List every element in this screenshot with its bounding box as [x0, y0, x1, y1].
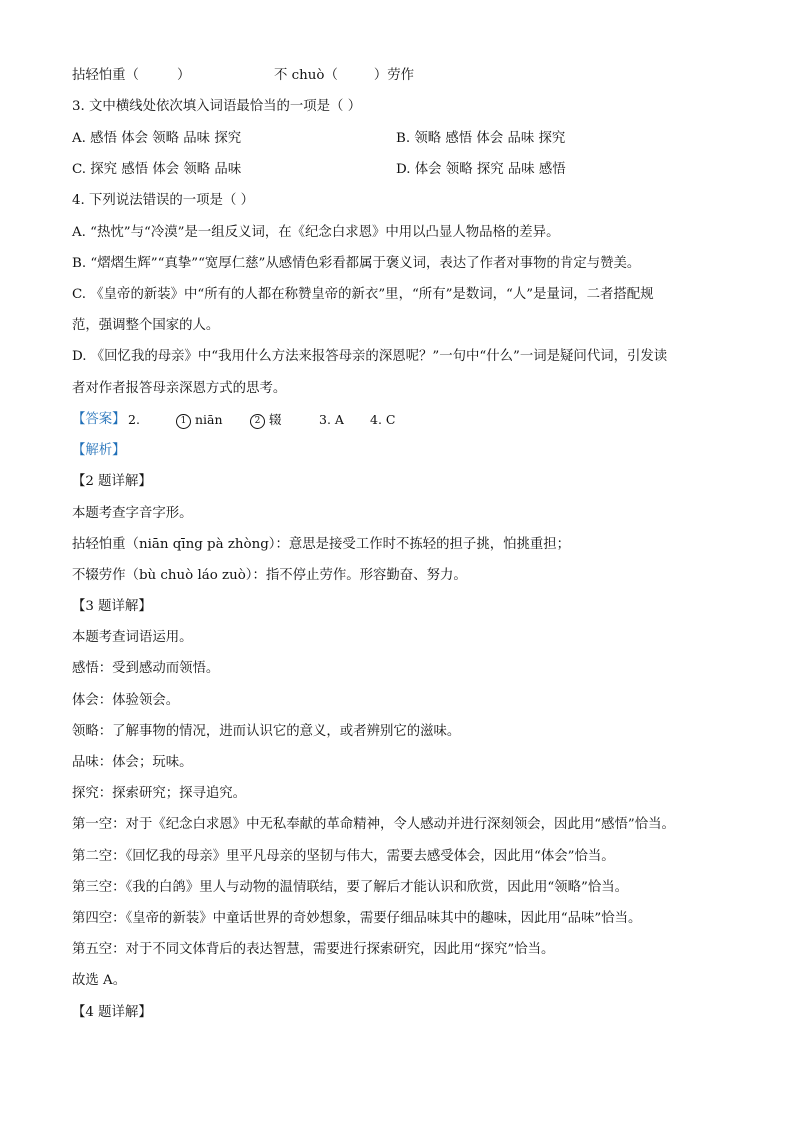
section-2-line2: 不辍劳作（bù chuò láo zuò）：指不停止劳作。形容勤奋、努力。: [72, 568, 467, 583]
analysis-label: 【解析】: [72, 443, 126, 458]
q4-stem: 4. 下列说法错误的一项是（ ）: [72, 193, 254, 208]
q4-option-b: B. “熠熠生辉”“真挚”“宽厚仁慈”从感情色彩看都属于褒义词，表达了作者对事物的肯定与赞美。: [72, 256, 641, 271]
definition-linglue: 领略：了解事物的情况，进而认识它的意义，或者辨别它的滋味。: [72, 724, 461, 739]
blank-1-explanation: 第一空：对于《纪念白求恩》中无私奉献的革命精神，令人感动并进行深刻领会，因此用“感悟”恰当。: [72, 817, 675, 832]
q3-option-a: A. 感悟 体会 领略 品味 探究: [72, 131, 242, 146]
circled-number-1: 1: [176, 414, 191, 429]
q2-word2-close: ）劳作: [373, 68, 415, 83]
definition-tihui: 体会：体验领会。: [72, 693, 180, 708]
blank-4-explanation: 第四空：《皇帝的新装》中童话世界的奇妙想象，需要仔细品味其中的趣味，因此用“品味”恰当。: [72, 911, 642, 926]
circled-number-2: 2: [250, 414, 265, 429]
q4-option-c-line1: C. 《皇帝的新装》中“所有的人都在称赞皇帝的新衣”里，“所有”是数词，“人”是量词，二者搭配规: [72, 287, 654, 302]
blank-3-explanation: 第三空：《我的白鸽》里人与动物的温情联结，要了解后才能认识和欣赏，因此用“领略”恰当。: [72, 880, 629, 895]
blank-2-explanation: 第二空：《回忆我的母亲》里平凡母亲的坚韧与伟大，需要去感受体会，因此用“体会”恰当。: [72, 849, 615, 864]
answer-q3: 3. A: [319, 412, 344, 427]
answer-q2: 2.: [128, 412, 140, 427]
q3-option-b: B. 领略 感悟 体会 品味 探究: [396, 131, 566, 146]
answer-item-1: [176, 410, 223, 430]
answer-character: 辍: [269, 412, 282, 427]
section-3-conclusion: 故选 A。: [72, 973, 127, 988]
q2-fill-line: [72, 66, 190, 86]
blank-5-explanation: 第五空：对于不同文体背后的表达智慧，需要进行探索研究，因此用“探究”恰当。: [72, 942, 555, 957]
q4-option-d-line2: 者对作者报答母亲深恩方式的思考。: [72, 381, 287, 396]
q3-stem: 3. 文中横线处依次填入词语最恰当的一项是（ ）: [72, 99, 362, 114]
section-2-heading: 【2 题详解】: [72, 474, 152, 489]
definition-ganwu: 感悟：受到感动而领悟。: [72, 661, 220, 676]
definition-pinwei: 品味：体会；玩味。: [72, 755, 193, 770]
section-2-line1: 拈轻怕重（niān qīng pà zhòng）：意思是接受工作时不拣轻的担子挑，怕挑重担；: [72, 537, 571, 552]
section-2-intro: 本题考查字音字形。: [72, 506, 193, 521]
q4-option-d-line1: D. 《回忆我的母亲》中“我用什么方法来报答母亲的深恩呢？”一句中“什么”一词是疑问代词，引发读: [72, 349, 668, 364]
answer-q4: 4. C: [370, 412, 396, 427]
answer-item-2: [250, 410, 282, 430]
q2-word1-close: ）: [176, 68, 191, 83]
definition-tanjiu: 探究：探索研究；探寻追究。: [72, 786, 247, 801]
answer-pinyin: niān: [195, 412, 223, 427]
q4-option-c-line2: 范，强调整个国家的人。: [72, 318, 220, 333]
q4-option-a: A. “热忱”与“冷漠”是一组反义词，在《纪念白求恩》中用以凸显人物品格的差异。: [72, 225, 560, 240]
q3-option-c: C. 探究 感悟 体会 领略 品味: [72, 162, 242, 177]
q2-fill-word2: [274, 66, 414, 86]
section-3-heading: 【3 题详解】: [72, 599, 152, 614]
section-4-heading: 【4 题详解】: [72, 1005, 152, 1020]
q2-word1: 拈轻怕重（: [72, 68, 139, 83]
q2-word2: 不 chuò（: [274, 68, 338, 83]
section-3-intro: 本题考查词语运用。: [72, 630, 193, 645]
answer-label: 【答案】: [72, 412, 126, 427]
q3-option-d: D. 体会 领略 探究 品味 感悟: [396, 162, 566, 177]
